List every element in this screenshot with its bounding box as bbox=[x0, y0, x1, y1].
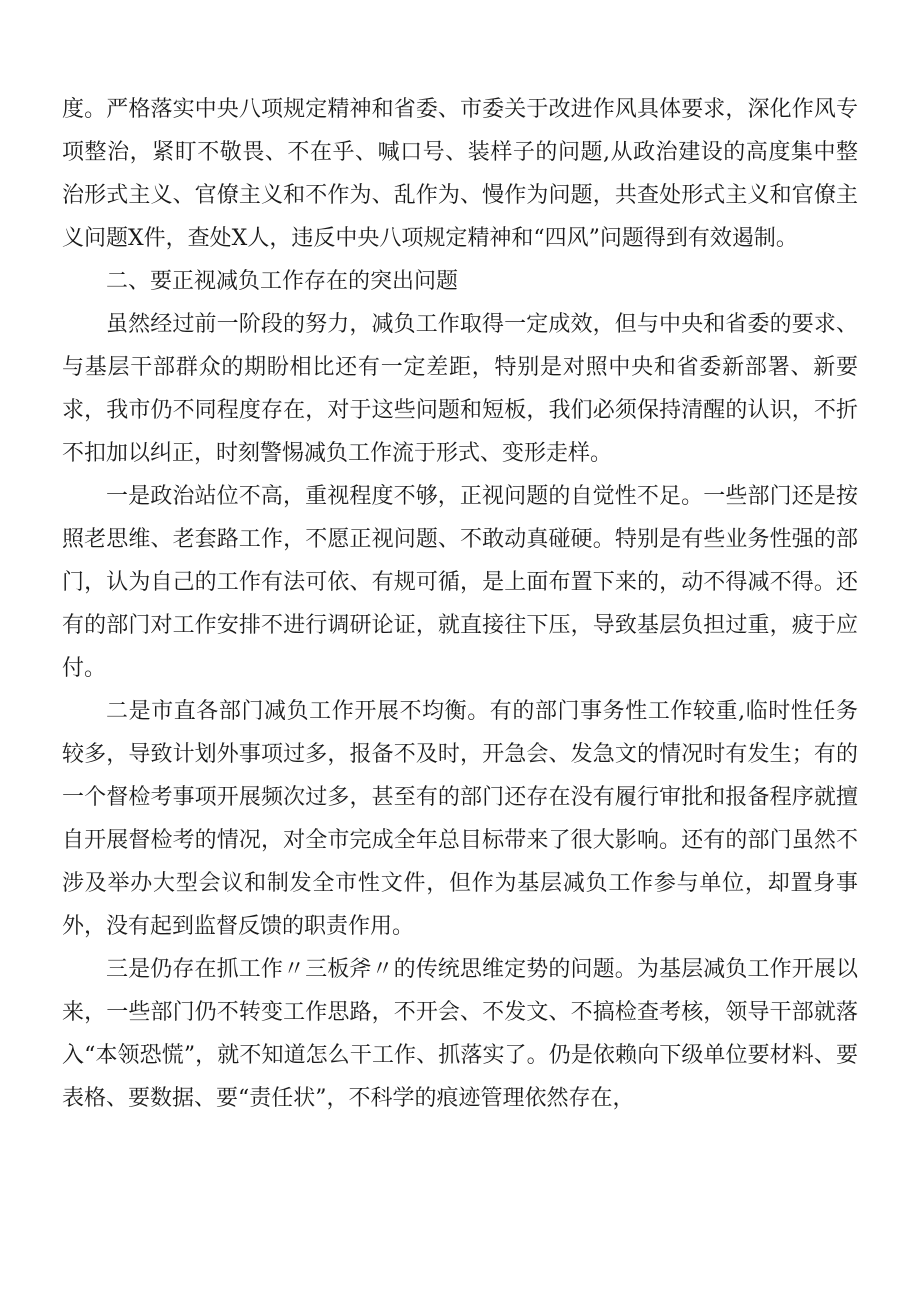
paragraph-problems-intro: 虽然经过前一阶段的努力，减负工作取得一定成效，但与中央和省委的要求、与基层干部群众的期盼相比还有一定差距，特别是对照中央和省委新部署、新要求，我市仍不同程度存在，对于这些问题和短板，我们必须保持清醒的认识，不折不扣加以纠正，时刻警惕减负工作流于形式、变形走样。 bbox=[62, 312, 858, 466]
paragraph-work-style-summary: 度。严格落实中央八项规定精神和省委、市委关于改进作风具体要求，深化作风专项整治，紧盯不敬畏、不在乎、喊口号、装样子的问题,从政治建设的高度集中整治形式主义、官僚主义和不作为、乱作为、慢作为问题，共查处形式主义和官僚主义问题X件，查处X人，违反中央八项规定精神和“四风”问题得到有效遏制。 bbox=[62, 97, 858, 251]
document-body bbox=[62, 88, 858, 1120]
paragraph-problem-two: 二是市直各部门减负工作开展不均衡。有的部门事务性工作较重,临时性任务较多，导致计划外事项过多，报备不及时，开急会、发急文的情况时有发生；有的一个督检考事项开展频次过多，甚至有的部门还存在没有履行审批和报备程序就擅自开展督检考的情况，对全市完成全年总目标带来了很大影响。还有的部门虽然不涉及举办大型会议和制发全市性文件，但作为基层减负工作参与单位，却置身事外，没有起到监督反馈的职责作用。 bbox=[62, 699, 858, 939]
section-heading-problems: 二、要正视减负工作存在的突出问题 bbox=[106, 269, 459, 294]
paragraph-problem-one: 一是政治站位不高，重视程度不够，正视问题的自觉性不足。一些部门还是按照老思维、老套路工作，不愿正视问题、不敢动真碰硬。特别是有些业务性强的部门，认为自己的工作有法可依、有规可循，是上面布置下来的，动不得减不得。还有的部门对工作安排不进行调研论证，就直接往下压，导致基层负担过重，疲于应付。 bbox=[62, 484, 858, 681]
paragraph-problem-three: 三是仍存在抓工作〃三板斧〃的传统思维定势的问题。为基层减负工作开展以来，一些部门仍不转变工作思路，不开会、不发文、不搞检查考核，领导干部就落入“本领恐慌”，就不知道怎么干工作、抓落实了。仍是依赖向下级单位要材料、要表格、要数据、要“责任状”，不科学的痕迹管理依然存在， bbox=[62, 957, 858, 1111]
